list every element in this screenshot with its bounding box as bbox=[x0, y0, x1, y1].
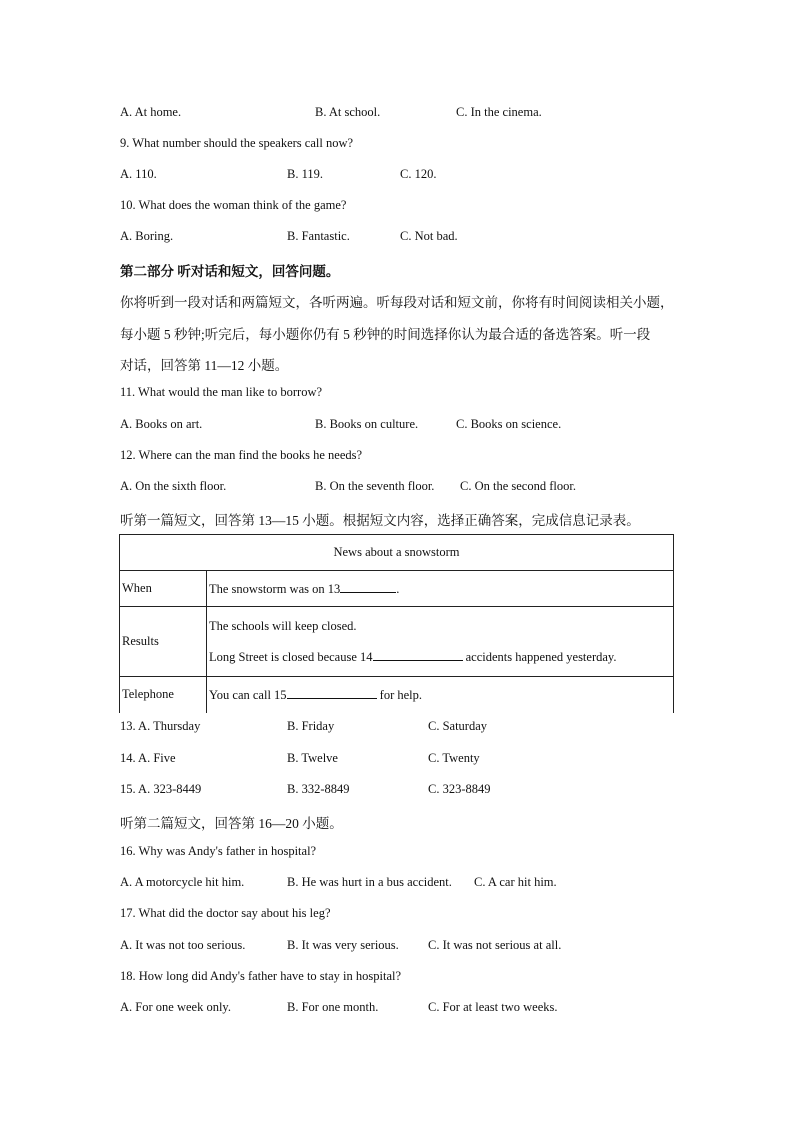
q11-option-a: A. Books on art. bbox=[120, 417, 203, 431]
q15-option-a: 15. A. 323-8449 bbox=[120, 782, 202, 796]
q18-question: 18. How long did Andy's father have to stay in hospital? bbox=[120, 969, 402, 983]
q8-option-a: A. At home. bbox=[120, 105, 182, 119]
q13-option-c: C. Saturday bbox=[428, 719, 488, 733]
q10-option-c: C. Not bad. bbox=[400, 229, 458, 243]
part2-heading: 第二部分 听对话和短文，回答问题。 bbox=[120, 264, 340, 279]
blank-14 bbox=[373, 648, 463, 661]
q16-option-c: C. A car hit him. bbox=[474, 875, 557, 889]
blank-13 bbox=[340, 580, 396, 593]
table-when-cell bbox=[207, 571, 674, 607]
q12-question: 12. Where can the man find the books he needs? bbox=[120, 448, 363, 462]
q12-option-c: C. On the second floor. bbox=[460, 479, 576, 493]
q13-option-b: B. Friday bbox=[287, 719, 335, 733]
table-title: News about a snowstorm bbox=[120, 535, 674, 571]
table-when-label: When bbox=[120, 571, 207, 607]
q8-option-c: C. In the cinema. bbox=[456, 105, 542, 119]
table-telephone-cell bbox=[207, 677, 674, 713]
passage2-intro: 听第二篇短文，回答第 16—20 小题。 bbox=[120, 816, 343, 831]
table-telephone-label: Telephone bbox=[120, 677, 207, 713]
q9-question: 9. What number should the speakers call now? bbox=[120, 136, 354, 150]
q11-option-c: C. Books on science. bbox=[456, 417, 562, 431]
table-results-line2 bbox=[209, 648, 671, 665]
q9-option-a: A. 110. bbox=[120, 167, 157, 181]
table-when-text-end: . bbox=[396, 582, 400, 596]
snowstorm-info-table bbox=[119, 534, 674, 713]
q14-option-a: 14. A. Five bbox=[120, 751, 176, 765]
q10-option-a: A. Boring. bbox=[120, 229, 174, 243]
q16-option-b: B. He was hurt in a bus accident. bbox=[287, 875, 452, 889]
part2-instruction-line1: 你将听到一段对话和两篇短文，各听两遍。听每段对话和短文前，你将有时间阅读相关小题， bbox=[120, 295, 674, 310]
table-when-text: The snowstorm was on 13 bbox=[209, 582, 341, 596]
q14-option-c: C. Twenty bbox=[428, 751, 480, 765]
q17-option-c: C. It was not serious at all. bbox=[428, 938, 562, 952]
q16-question: 16. Why was Andy's father in hospital? bbox=[120, 844, 317, 858]
q9-option-b: B. 119. bbox=[287, 167, 323, 181]
q17-question: 17. What did the doctor say about his leg? bbox=[120, 906, 331, 920]
q18-option-a: A. For one week only. bbox=[120, 1000, 231, 1014]
table-results-line1: The schools will keep closed. bbox=[209, 618, 357, 633]
table-telephone-end: for help. bbox=[376, 688, 423, 703]
table-results-cell bbox=[207, 607, 674, 677]
q8-option-b: B. At school. bbox=[315, 105, 381, 119]
table-results-line2-text: Long Street is closed because 14 bbox=[209, 649, 373, 664]
q11-option-b: B. Books on culture. bbox=[315, 417, 419, 431]
q11-question: 11. What would the man like to borrow? bbox=[120, 385, 323, 399]
part2-instruction-line2: 每小题 5 秒钟;听完后，每小题你仍有 5 秒钟的时间选择你认为最合适的备选答案。听一段 bbox=[120, 327, 651, 342]
q10-option-b: B. Fantastic. bbox=[287, 229, 350, 243]
q15-option-c: C. 323-8849 bbox=[428, 782, 491, 796]
q13-option-a: 13. A. Thursday bbox=[120, 719, 201, 733]
passage1-intro: 听第一篇短文，回答第 13—15 小题。根据短文内容，选择正确答案，完成信息记录表。 bbox=[120, 513, 640, 528]
q17-option-a: A. It was not too serious. bbox=[120, 938, 246, 952]
blank-15 bbox=[287, 686, 377, 699]
q18-option-b: B. For one month. bbox=[287, 1000, 379, 1014]
q18-option-c: C. For at least two weeks. bbox=[428, 1000, 558, 1014]
q14-option-b: B. Twelve bbox=[287, 751, 338, 765]
table-results-label: Results bbox=[120, 607, 207, 677]
q9-option-c: C. 120. bbox=[400, 167, 437, 181]
table-results-line2-end: accidents happened yesterday. bbox=[462, 649, 617, 664]
part2-instruction-line3: 对话，回答第 11—12 小题。 bbox=[120, 358, 289, 373]
q17-option-b: B. It was very serious. bbox=[287, 938, 399, 952]
q15-option-b: B. 332-8849 bbox=[287, 782, 350, 796]
q16-option-a: A. A motorcycle hit him. bbox=[120, 875, 245, 889]
q12-option-a: A. On the sixth floor. bbox=[120, 479, 227, 493]
table-telephone-text: You can call 15 bbox=[209, 688, 287, 703]
q10-question: 10. What does the woman think of the game? bbox=[120, 198, 347, 212]
q12-option-b: B. On the seventh floor. bbox=[315, 479, 435, 493]
